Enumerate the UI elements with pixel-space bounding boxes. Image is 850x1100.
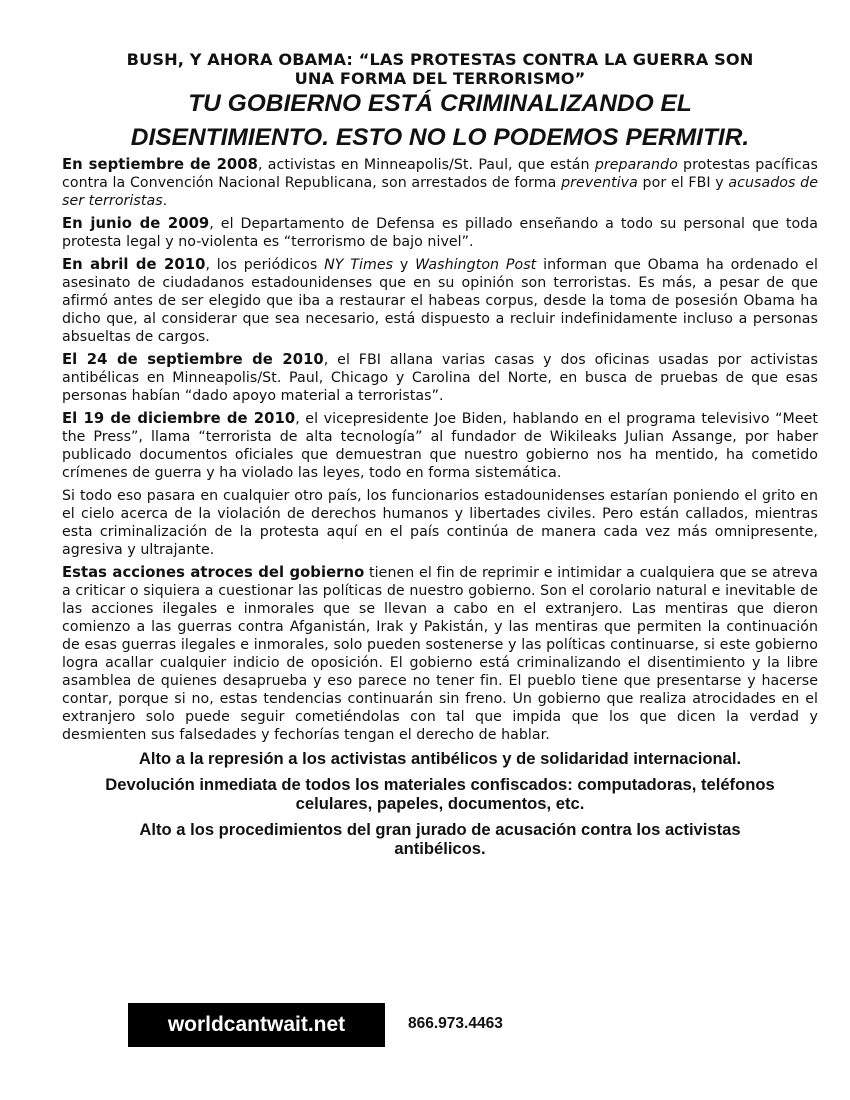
paragraph-lead: En junio de 2009	[62, 215, 210, 232]
paragraph-june-2009	[62, 215, 818, 251]
paragraph-text: por el FBI y	[637, 175, 729, 191]
paragraph-lead: En septiembre de 2008	[62, 156, 258, 173]
paragraph-dec-2010	[62, 410, 818, 482]
demand-return-materials: Devolución inmediata de todos los materiales confiscados: computadoras, teléfonos celulares, papeles, documentos, etc.	[105, 775, 775, 813]
paragraph-text: , el vicepresidente Joe Biden, hablando en el programa televisivo “Meet the Press”, llama “terrorista de alta tecnología” al fundador de Wikileaks Julian Assange, por haber publicado documentos oficiales que demuestran que nuestro gobierno nos ha mentido, ha cometido crímenes de guerra y ha violado las leyes, todo en forma sistemática.	[62, 411, 819, 481]
paragraph-lead: El 24 de septiembre de 2010	[62, 351, 324, 368]
paragraph-lead: Estas acciones atroces del gobierno	[62, 564, 365, 581]
emphasis: preventiva	[561, 175, 638, 191]
headline-line-1: BUSH, Y AHORA OBAMA: “LAS PROTESTAS CONTRA LA GUERRA SON	[126, 50, 754, 69]
paragraph-sept-2008	[62, 156, 818, 210]
paragraph-text: .	[162, 193, 168, 209]
paragraph-lead: En abril de 2010	[62, 256, 206, 273]
paragraph-text: , el Departamento de Defensa es pillado enseñando a todo su personal que toda protesta legal y no-violenta es “terrorismo de bajo nivel”.	[62, 216, 818, 250]
flyer-page	[62, 50, 818, 865]
subheadline-line-1: TU GOBIERNO ESTÁ CRIMINALIZANDO EL	[188, 90, 692, 117]
headline-line-2: UNA FORMA DEL TERRORISMO”	[294, 69, 586, 88]
paragraph-text: tienen el fin de reprimir e intimidar a cualquiera que se atreva a criticar o siquiera a cuestionar las políticas de nuestro gobierno. Son el corolario natural e inevitable de las acciones ilegales e inmorales que se llevan a cabo en el extranjero. Las mentiras que dieron comienzo a las guerras contra Afganistán, Irak y Pakistán, y las mentiras que permiten la continuación de esas guerras ilegales e inmorales, solo pueden sostenerse y las políticas continuarse, si este gobierno logra acallar cualquier indicio de oposición. El gobierno está criminalizando el disentimiento y la libre asamblea de quienes desaprueba y eso parece no tener fin. El pueblo tiene que presentarse y hacerse contar, porque si no, estas tendencias continuarán sin freno. Un gobierno que realiza atrocidades en el extranjero solo puede seguir cometiéndolas con tal que impida que los que dicen la verdad y desmienten sus falsedades y fechorías tengan el derecho de hablar.	[62, 565, 818, 743]
emphasis: preparando	[594, 157, 678, 173]
demand-stop-grand-jury: Alto a los procedimientos del gran jurado de acusación contra los activistas antibélicos.	[139, 820, 741, 858]
emphasis: acusados de ser terroristas	[62, 175, 818, 209]
paragraph-text: protestas pacíficas contra la Convención Nacional Republicana, son arrestados de forma	[62, 157, 818, 191]
paragraph-text: , los periódicos	[205, 257, 325, 273]
paragraph-other-country	[62, 487, 818, 559]
paragraph-sept-2010	[62, 351, 818, 405]
subheadline-line-2: DISENTIMIENTO. ESTO NO LO PODEMOS PERMITIR.	[130, 124, 750, 151]
paragraph-text: informan que Obama ha ordenado el asesinato de ciudadanos estadounidenses que en su opinión son terroristas. Es más, a pesar de que afirmó antes de ser elegido que iba a restaurar el habeas corpus, desde la toma de posesión Obama ha dicho que, al considerar que sea necesario, está dispuesto a recluir indefinidamente incluso a personas absueltas de cargos.	[62, 257, 818, 345]
paragraph-text: , el FBI allana varias casas y dos oficinas usadas por activistas antibélicas en Minneapolis/St. Paul, Chicago y Carolina del Norte, en busca de pruebas de que esas personas habían “dado apoyo material a terroristas”.	[62, 352, 818, 404]
emphasis: NY Times	[324, 257, 394, 273]
phone-number: 866.973.4463	[408, 1015, 503, 1032]
paragraph-text: y	[393, 257, 416, 273]
paragraph-text: Si todo eso pasara en cualquier otro país, los funcionarios estadounidenses estarían poniendo el grito en el cielo acerca de la violación de derechos humanos y libertades civiles. Pero están callados, mientras esta criminalización de la protesta aquí en el país continúa de manera cada vez más omnipresente, agresiva y ultrajante.	[62, 488, 818, 558]
paragraph-text: , activistas en Minneapolis/St. Paul, que están	[257, 157, 595, 173]
website-logo[interactable]: worldcantwait.net	[128, 1003, 385, 1047]
demands-section	[62, 749, 818, 858]
paragraph-april-2010	[62, 256, 818, 346]
footer	[128, 1003, 818, 1049]
demand-stop-repression: Alto a la represión a los activistas antibélicos y de solidaridad internacional.	[138, 749, 742, 768]
emphasis: Washington Post	[415, 257, 537, 273]
paragraph-lead: El 19 de diciembre de 2010	[62, 410, 296, 427]
paragraph-atrocious-actions	[62, 564, 818, 744]
